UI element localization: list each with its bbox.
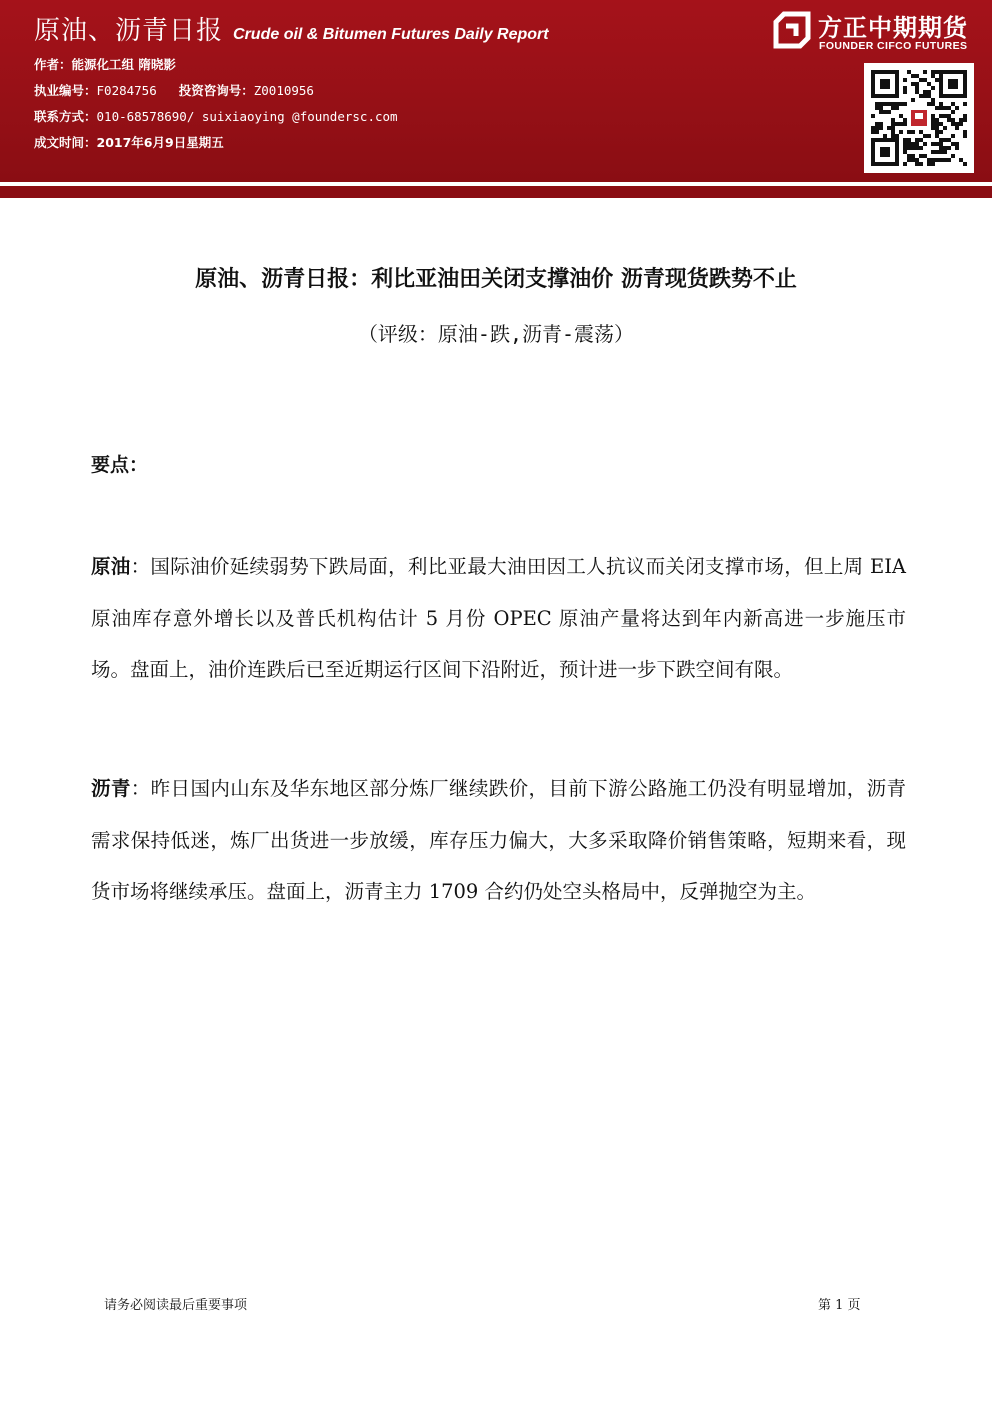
logo-name-en: FOUNDER CIFCO FUTURES xyxy=(819,40,968,52)
date-line xyxy=(34,134,398,160)
author-line xyxy=(34,56,398,82)
author-value: 能源化工组 隋晓影 xyxy=(71,57,176,72)
license-value: F0284756 xyxy=(96,83,157,98)
footer-notice: 请务必阅读最后重要事项 xyxy=(104,1298,248,1313)
contact-line xyxy=(34,108,398,134)
crude-oil-paragraph xyxy=(91,541,906,696)
header-title-cn: 原油、沥青日报 xyxy=(34,16,224,46)
report-rating: （评级：原油-跌,沥青-震荡） xyxy=(357,322,635,346)
license-label: 执业编号： xyxy=(34,83,97,98)
license-line xyxy=(34,82,398,108)
asphalt-paragraph xyxy=(91,763,906,918)
contact-value: 010-68578690/ suixiaoying @foundersc.com xyxy=(96,109,398,124)
asphalt-label: 沥青 xyxy=(91,777,131,800)
crude-oil-text: ：国际油价延续弱势下跌局面，利比亚最大油田因工人抗议而关闭支撑市场，但上周 EIA 原油库存意外增长以及普氏机构估计 5 月份 OPEC 原油产量将达到年内新高进一步施压市场。盘面上，油价连跌后已至近期运行区间下沿附近，预计进一步下跌空间有限。 xyxy=(91,555,906,681)
header-title-en: Crude oil & Bitumen Futures Daily Report xyxy=(233,26,549,43)
logo-name-cn: 方正中期期货 xyxy=(818,14,968,42)
asphalt-text: ：昨日国内山东及华东地区部分炼厂继续跌价，目前下游公路施工仍没有明显增加，沥青需求保持低迷，炼厂出货进一步放缓，库存压力偏大，大多采取降价销售策略，短期来看，现货市场将继续承压。盘面上，沥青主力 1709 合约仍处空头格局中，反弹抛空为主。 xyxy=(91,777,906,903)
author-info xyxy=(34,56,398,160)
date-value: 2017年6月9日星期五 xyxy=(96,135,224,150)
company-logo xyxy=(772,8,984,54)
page-number: 第 1 页 xyxy=(818,1298,861,1313)
report-title: 原油、沥青日报：利比亚油田关闭支撑油价 沥青现货跌势不止 xyxy=(195,267,797,292)
founder-logo-icon xyxy=(772,10,812,50)
date-label: 成文时间： xyxy=(34,135,97,150)
advisory-value: Z0010956 xyxy=(253,83,314,98)
author-label: 作者： xyxy=(34,57,72,72)
crude-oil-label: 原油 xyxy=(91,555,131,578)
qr-code-icon xyxy=(864,63,974,173)
header-title xyxy=(34,10,549,50)
contact-label: 联系方式： xyxy=(34,109,97,124)
advisory-label: 投资咨询号： xyxy=(178,83,254,98)
header-bottom-band xyxy=(0,186,992,198)
report-header-banner xyxy=(0,0,992,182)
key-points-heading: 要点： xyxy=(91,454,149,476)
